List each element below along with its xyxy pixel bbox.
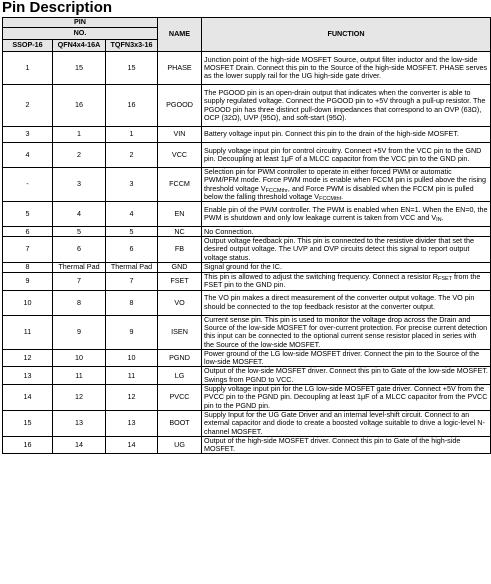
pin-name-cell: FB bbox=[158, 237, 202, 263]
table-row bbox=[3, 237, 491, 263]
pin-ssop-cell: 13 bbox=[3, 367, 53, 385]
pin-tqfn-cell: Thermal Pad bbox=[106, 263, 158, 273]
pin-ssop-cell: 12 bbox=[3, 349, 53, 367]
pin-description-table bbox=[2, 17, 491, 454]
header-tqfn: TQFN3x3-16 bbox=[106, 40, 158, 52]
pin-tqfn-cell: 15 bbox=[106, 52, 158, 85]
pin-tqfn-cell: 10 bbox=[106, 349, 158, 367]
pin-function-cell: Selection pin for PWM controller to operate in either forced PWM or automatic PWM/PFM mode. Force PWM mode is enable when FCCM pin is pulled above the rising threshold voltage $V_{FCCMthr}$, and Force PWM is disabled when the FCCM pin is pulled below the falling threshold voltage $V_{FCCMthf}$. bbox=[202, 168, 491, 202]
pin-qfn-cell: 10 bbox=[53, 349, 106, 367]
header-qfn: QFN4x4-16A bbox=[53, 40, 106, 52]
pin-tqfn-cell: 14 bbox=[106, 436, 158, 454]
header-pin: PIN bbox=[3, 18, 158, 28]
pin-name-cell: UG bbox=[158, 436, 202, 454]
pin-tqfn-cell: 7 bbox=[106, 273, 158, 291]
pin-ssop-cell: 16 bbox=[3, 436, 53, 454]
pin-qfn-cell: 12 bbox=[53, 385, 106, 411]
pin-function-cell: Supply Input for the UG Gate Driver and an internal level-shift circuit. Connect to an external capacitor and diode to create a boosted voltage suitable to drive a logic-level N-channel MOSFET. bbox=[202, 410, 491, 436]
pin-qfn-cell: 1 bbox=[53, 127, 106, 143]
pin-function-cell: Output of the low-side MOSFET driver. Connect this pin to Gate of the low-side MOSFET. Swings from PGND to VCC. bbox=[202, 367, 491, 385]
pin-name-cell: NC bbox=[158, 227, 202, 237]
pin-name-cell: LG bbox=[158, 367, 202, 385]
table-row bbox=[3, 273, 491, 291]
table-row bbox=[3, 127, 491, 143]
pin-ssop-cell: 9 bbox=[3, 273, 53, 291]
pin-ssop-cell: 2 bbox=[3, 85, 53, 127]
table-row bbox=[3, 263, 491, 273]
page-title: Pin Description bbox=[2, 0, 113, 16]
pin-ssop-cell: 1 bbox=[3, 52, 53, 85]
pin-ssop-cell: 6 bbox=[3, 227, 53, 237]
table-row bbox=[3, 367, 491, 385]
pin-qfn-cell: 8 bbox=[53, 290, 106, 315]
pin-qfn-cell: 14 bbox=[53, 436, 106, 454]
pin-tqfn-cell: 8 bbox=[106, 290, 158, 315]
pin-function-cell: Enable pin of the PWM controller. The PWM is enabled when EN=1. When the EN=0, the PWM is shutdown and only low leakage current is taken from VCC and $V_{IN}$. bbox=[202, 202, 491, 227]
pin-tqfn-cell: 9 bbox=[106, 315, 158, 349]
pin-function-cell: Power ground of the LG low-side MOSFET driver. Connect the pin to the Source of the low-side MOSFET. bbox=[202, 349, 491, 367]
pin-qfn-cell: 13 bbox=[53, 410, 106, 436]
pin-function-cell: Supply voltage input pin for control circuitry. Connect +5V from the VCC pin to the GND pin. Decoupling at least 1μF of a MLCC capacitor from the VCC pin to the GND pin. bbox=[202, 143, 491, 168]
table-body bbox=[3, 52, 491, 454]
pin-qfn-cell: 11 bbox=[53, 367, 106, 385]
table-row bbox=[3, 290, 491, 315]
pin-name-cell: EN bbox=[158, 202, 202, 227]
pin-function-cell: Supply voltage input pin for the LG low-side MOSFET gate driver. Connect +5V from the PVCC pin to the PGND pin. Decoupling at least 1μF of a MLCC capacitor from the PVCC pin to the PGND pin. bbox=[202, 385, 491, 411]
pin-function-cell: Junction point of the high-side MOSFET Source, output filter inductor and the low-side MOSFET Drain. Connect this pin to the Source of the high-side MOSFET. PHASE serves as the lower supply rail for the UG high-side gate driver. bbox=[202, 52, 491, 85]
pin-qfn-cell: Thermal Pad bbox=[53, 263, 106, 273]
header-name: NAME bbox=[158, 18, 202, 52]
table-row bbox=[3, 85, 491, 127]
table-row bbox=[3, 315, 491, 349]
pin-name-cell: BOOT bbox=[158, 410, 202, 436]
pin-qfn-cell: 4 bbox=[53, 202, 106, 227]
table-row bbox=[3, 410, 491, 436]
pin-tqfn-cell: 12 bbox=[106, 385, 158, 411]
pin-name-cell: VO bbox=[158, 290, 202, 315]
pin-tqfn-cell: 2 bbox=[106, 143, 158, 168]
pin-name-cell: PVCC bbox=[158, 385, 202, 411]
pin-function-cell: Battery voltage input pin. Connect this pin to the drain of the high-side MOSFET. bbox=[202, 127, 491, 143]
pin-name-cell: GND bbox=[158, 263, 202, 273]
header-no: NO. bbox=[3, 28, 158, 40]
pin-name-cell: ISEN bbox=[158, 315, 202, 349]
pin-ssop-cell: 4 bbox=[3, 143, 53, 168]
pin-qfn-cell: 7 bbox=[53, 273, 106, 291]
table-row bbox=[3, 52, 491, 85]
header-function: FUNCTION bbox=[202, 18, 491, 52]
pin-qfn-cell: 2 bbox=[53, 143, 106, 168]
pin-ssop-cell: 8 bbox=[3, 263, 53, 273]
table-row bbox=[3, 436, 491, 454]
pin-name-cell: PGOOD bbox=[158, 85, 202, 127]
pin-ssop-cell: 3 bbox=[3, 127, 53, 143]
pin-name-cell: FCCM bbox=[158, 168, 202, 202]
pin-name-cell: VCC bbox=[158, 143, 202, 168]
pin-function-cell: No Connection. bbox=[202, 227, 491, 237]
pin-ssop-cell: 7 bbox=[3, 237, 53, 263]
table-row bbox=[3, 168, 491, 202]
pin-function-cell: The PGOOD pin is an open-drain output that indicates when the converter is able to supply regulated voltage. Connect the PGOOD pin to +5V through a pull-up resistor. The PGOOD pin has three distinct pull-down impedances that correspond to an OVP (63Ω), OCP (32Ω), UVP (95Ω), and soft-start (95Ω). bbox=[202, 85, 491, 127]
pin-function-cell: Current sense pin. This pin is used to monitor the voltage drop across the Drain and Source of the low-side MOSFET for over-current protection. For precise current detection this input can be connected to the optional current sense resistor placed in series with the Source of the low-side MOSFET. bbox=[202, 315, 491, 349]
pin-qfn-cell: 9 bbox=[53, 315, 106, 349]
pin-tqfn-cell: 3 bbox=[106, 168, 158, 202]
pin-tqfn-cell: 13 bbox=[106, 410, 158, 436]
pin-tqfn-cell: 6 bbox=[106, 237, 158, 263]
pin-qfn-cell: 16 bbox=[53, 85, 106, 127]
pin-ssop-cell: 11 bbox=[3, 315, 53, 349]
pin-tqfn-cell: 16 bbox=[106, 85, 158, 127]
pin-qfn-cell: 5 bbox=[53, 227, 106, 237]
pin-qfn-cell: 3 bbox=[53, 168, 106, 202]
table-row bbox=[3, 143, 491, 168]
pin-qfn-cell: 15 bbox=[53, 52, 106, 85]
pin-function-cell: This pin is allowed to adjust the switching frequency. Connect a resistor $R_{FSET}$ from the FSET pin to the GND pin. bbox=[202, 273, 491, 291]
pin-ssop-cell: 14 bbox=[3, 385, 53, 411]
pin-tqfn-cell: 11 bbox=[106, 367, 158, 385]
pin-tqfn-cell: 1 bbox=[106, 127, 158, 143]
pin-name-cell: PGND bbox=[158, 349, 202, 367]
header-ssop: SSOP-16 bbox=[3, 40, 53, 52]
pin-function-cell: Output voltage feedback pin. This pin is connected to the resistive divider that set the desired output voltage. The UVP and OVP circuits detect this signal to report output voltage status. bbox=[202, 237, 491, 263]
pin-name-cell: FSET bbox=[158, 273, 202, 291]
pin-name-cell: VIN bbox=[158, 127, 202, 143]
pin-name-cell: PHASE bbox=[158, 52, 202, 85]
pin-ssop-cell: 15 bbox=[3, 410, 53, 436]
table-row bbox=[3, 202, 491, 227]
table-row bbox=[3, 385, 491, 411]
pin-tqfn-cell: 5 bbox=[106, 227, 158, 237]
pin-qfn-cell: 6 bbox=[53, 237, 106, 263]
pin-ssop-cell: 5 bbox=[3, 202, 53, 227]
table-row bbox=[3, 349, 491, 367]
pin-function-cell: Signal ground for the IC. bbox=[202, 263, 491, 273]
pin-ssop-cell: - bbox=[3, 168, 53, 202]
pin-ssop-cell: 10 bbox=[3, 290, 53, 315]
pin-function-cell: Output of the high-side MOSFET driver. Connect this pin to Gate of the high-side MOSFET. bbox=[202, 436, 491, 454]
pin-function-cell: The VO pin makes a direct measurement of the converter output voltage. The VO pin should be connected to the top feedback resistor at the converter output. bbox=[202, 290, 491, 315]
table-row bbox=[3, 227, 491, 237]
pin-tqfn-cell: 4 bbox=[106, 202, 158, 227]
